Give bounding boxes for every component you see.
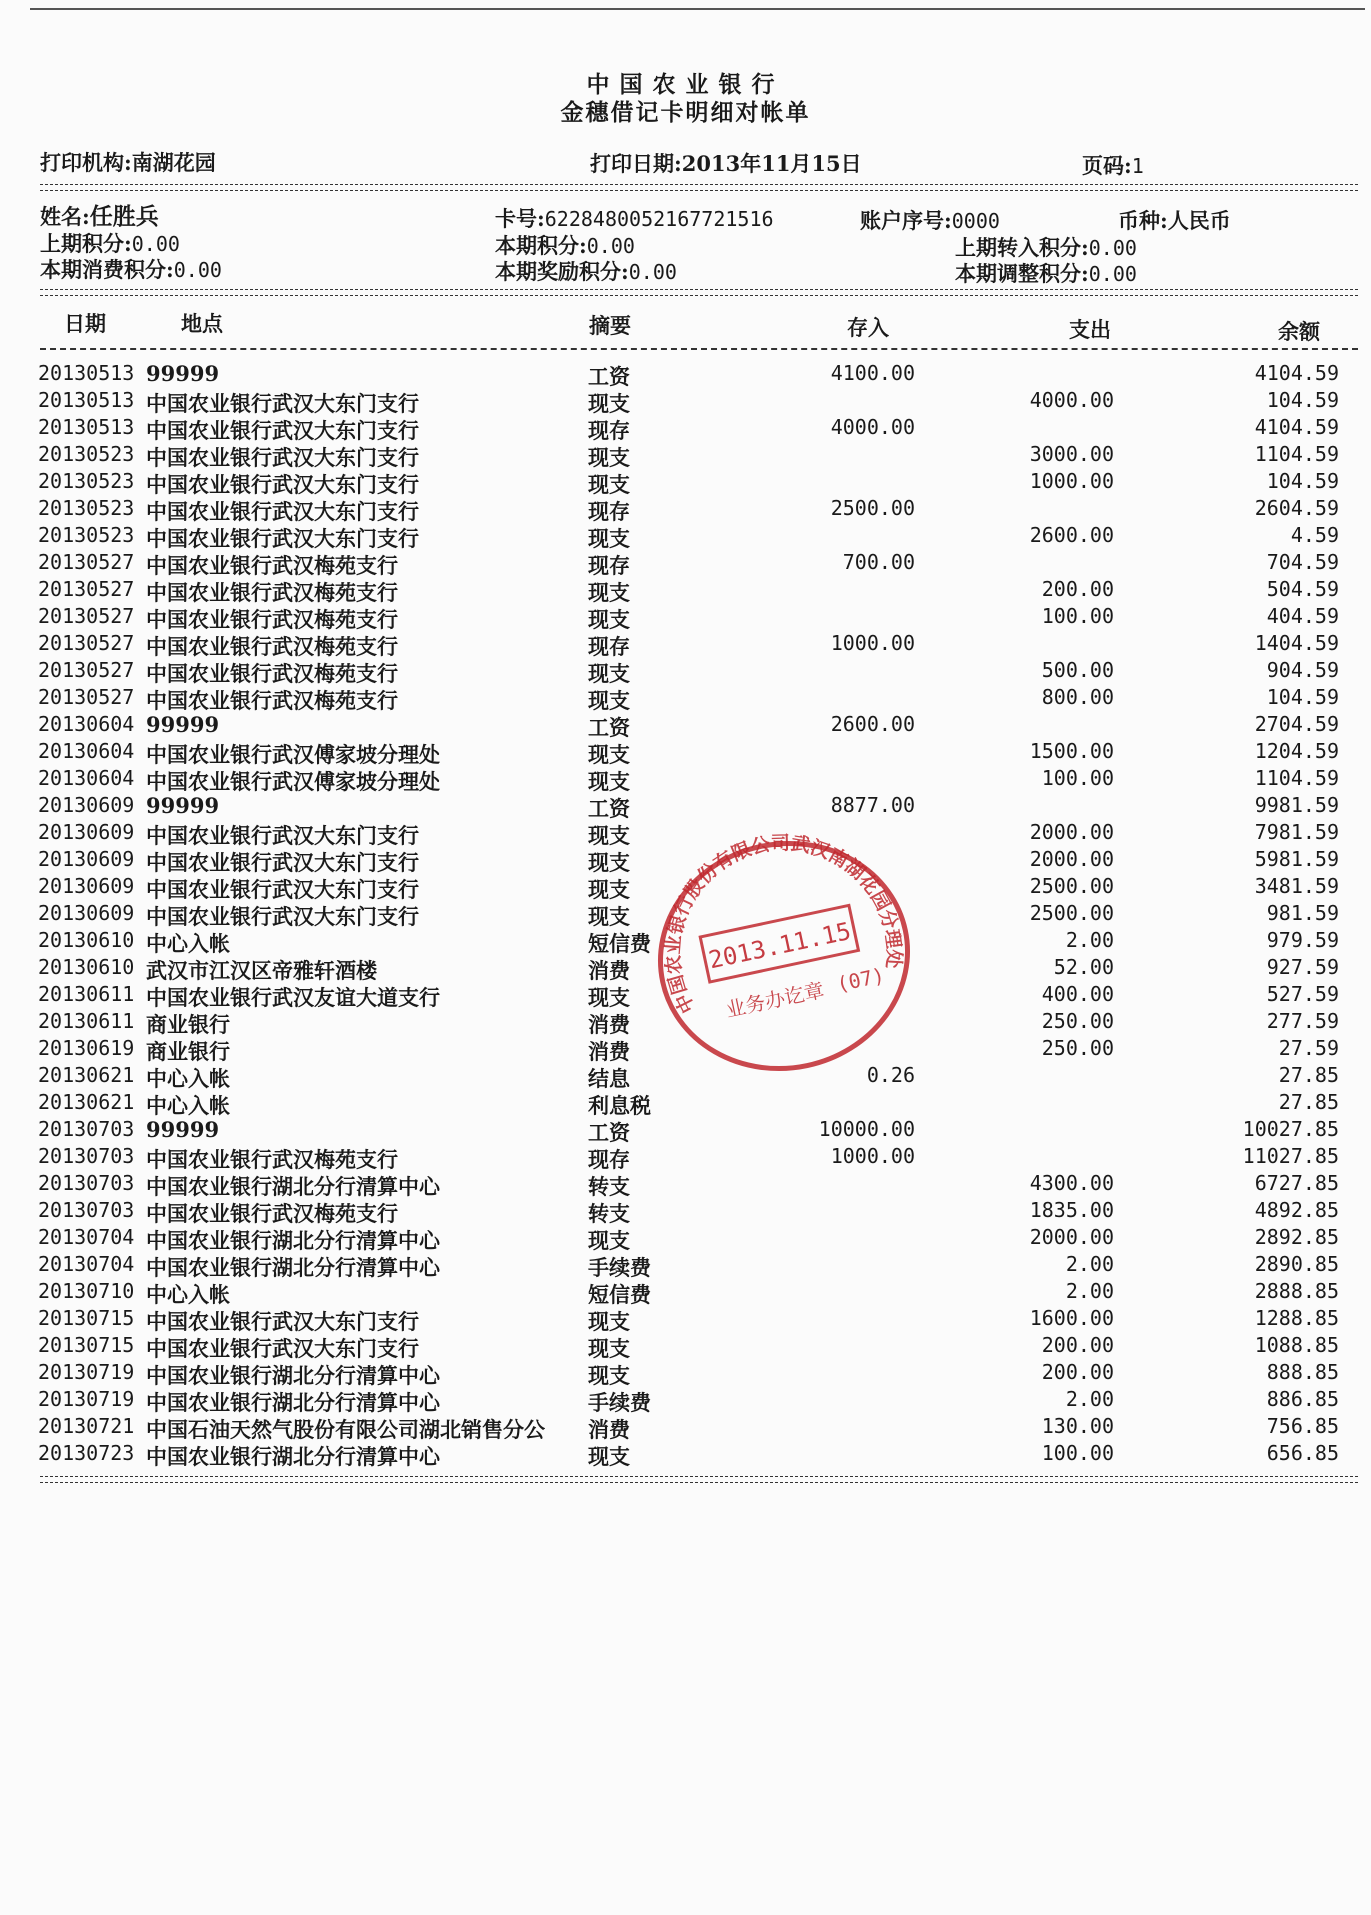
row-summary: 现支 — [588, 1309, 630, 1334]
row-place: 中国农业银行武汉友谊大道支行 — [146, 985, 440, 1010]
row-summary: 现支 — [588, 904, 630, 929]
row-balance: 1288.85 — [1254, 1306, 1339, 1330]
row-date: 20130704 — [38, 1252, 135, 1276]
table-row — [0, 739, 1371, 766]
cur-reward-points — [495, 256, 677, 286]
page-label: 页码: — [1082, 153, 1132, 178]
table-row — [0, 550, 1371, 577]
row-summary: 现支 — [588, 661, 630, 686]
row-summary: 短信费 — [588, 1282, 651, 1307]
table-row — [0, 523, 1371, 550]
row-place: 中国农业银行武汉梅苑支行 — [146, 634, 398, 659]
row-date: 20130621 — [38, 1090, 135, 1114]
col-place-header: 地点 — [181, 311, 223, 336]
row-balance: 1104.59 — [1254, 766, 1339, 790]
row-summary: 现存 — [588, 499, 630, 524]
row-place: 中国农业银行武汉大东门支行 — [146, 418, 419, 443]
row-place: 中国农业银行武汉大东门支行 — [146, 1309, 419, 1334]
row-date: 20130619 — [38, 1036, 135, 1060]
stamp-date: 2013.11.15 — [706, 916, 854, 975]
table-row — [0, 1333, 1371, 1360]
name-value: 任胜兵 — [89, 203, 159, 230]
table-row — [0, 1090, 1371, 1117]
table-row — [0, 874, 1371, 901]
row-withdraw: 1835.00 — [1029, 1198, 1114, 1222]
row-summary: 现支 — [588, 580, 630, 605]
row-date: 20130723 — [38, 1441, 135, 1465]
row-balance: 9981.59 — [1254, 793, 1339, 817]
row-withdraw: 52.00 — [1053, 955, 1114, 979]
row-balance: 979.59 — [1266, 928, 1339, 952]
table-row — [0, 577, 1371, 604]
row-summary: 手续费 — [588, 1255, 651, 1280]
table-row — [0, 1036, 1371, 1063]
row-summary: 现存 — [588, 418, 630, 443]
row-balance: 2604.59 — [1254, 496, 1339, 520]
row-balance: 11027.85 — [1242, 1144, 1339, 1168]
row-deposit: 8877.00 — [830, 793, 915, 817]
row-place: 中国农业银行武汉大东门支行 — [146, 391, 419, 416]
print-org-label: 打印机构: — [40, 150, 132, 175]
table-row — [0, 766, 1371, 793]
row-date: 20130513 — [38, 361, 135, 385]
row-date: 20130523 — [38, 523, 135, 547]
row-date: 20130513 — [38, 388, 135, 412]
row-place: 中国农业银行武汉大东门支行 — [146, 472, 419, 497]
row-place: 中国农业银行湖北分行清算中心 — [146, 1363, 440, 1388]
card-value: 6228480052167721516 — [544, 207, 774, 231]
row-balance: 5981.59 — [1254, 847, 1339, 871]
currency-value: 人民币 — [1167, 208, 1231, 233]
row-date: 20130523 — [38, 496, 135, 520]
print-date-label: 打印日期: — [590, 151, 682, 176]
row-place: 中国农业银行武汉大东门支行 — [146, 526, 419, 551]
row-balance: 2888.85 — [1254, 1279, 1339, 1303]
row-place: 中国农业银行武汉梅苑支行 — [146, 580, 398, 605]
row-place: 中国农业银行湖北分行清算中心 — [146, 1255, 440, 1280]
cur-consume-label: 本期消费积分: — [40, 257, 174, 282]
row-balance: 756.85 — [1266, 1414, 1339, 1438]
row-date: 20130703 — [38, 1117, 135, 1141]
row-date: 20130703 — [38, 1144, 135, 1168]
stamp-code: (07) — [834, 962, 887, 997]
row-place: 中国农业银行武汉大东门支行 — [146, 850, 419, 875]
row-withdraw: 4300.00 — [1029, 1171, 1114, 1195]
row-summary: 现支 — [588, 877, 630, 902]
table-row — [0, 712, 1371, 739]
page-value: 1 — [1131, 154, 1144, 178]
row-withdraw: 2.00 — [1065, 928, 1114, 952]
row-withdraw: 1000.00 — [1029, 469, 1114, 493]
col-withdraw-header: 支出 — [1069, 317, 1111, 342]
account-seq — [860, 205, 1000, 235]
row-summary: 现支 — [588, 985, 630, 1010]
row-balance: 2704.59 — [1254, 712, 1339, 736]
row-balance: 1088.85 — [1254, 1333, 1339, 1357]
table-row — [0, 1117, 1371, 1144]
cur-adjust-points — [955, 258, 1137, 288]
row-date: 20130513 — [38, 415, 135, 439]
row-date: 20130704 — [38, 1225, 135, 1249]
row-balance: 888.85 — [1266, 1360, 1339, 1384]
row-summary: 现支 — [588, 1363, 630, 1388]
row-date: 20130719 — [38, 1360, 135, 1384]
cur-points-value: 0.00 — [586, 234, 635, 258]
table-row — [0, 1225, 1371, 1252]
row-date: 20130527 — [38, 658, 135, 682]
row-place: 中国农业银行武汉大东门支行 — [146, 877, 419, 902]
row-balance: 104.59 — [1266, 469, 1339, 493]
table-row — [0, 388, 1371, 415]
row-date: 20130527 — [38, 604, 135, 628]
row-place: 中国石油天然气股份有限公司湖北销售分公 — [146, 1417, 545, 1442]
col-deposit-header: 存入 — [847, 315, 889, 340]
row-summary: 现支 — [588, 742, 630, 767]
row-place: 99999 — [146, 793, 220, 818]
row-summary: 现支 — [588, 526, 630, 551]
currency — [1118, 205, 1231, 235]
prev-points-label: 上期积分: — [40, 231, 132, 256]
row-deposit: 0.26 — [866, 1063, 915, 1087]
row-withdraw: 800.00 — [1041, 685, 1114, 709]
col-summary-header: 摘要 — [589, 313, 631, 338]
row-withdraw: 400.00 — [1041, 982, 1114, 1006]
row-withdraw: 100.00 — [1041, 1441, 1114, 1465]
name-label: 姓名: — [40, 204, 90, 229]
row-place: 中国农业银行武汉傅家坡分理处 — [146, 769, 440, 794]
row-summary: 消费 — [588, 1039, 630, 1064]
row-summary: 转支 — [588, 1201, 630, 1226]
row-place: 商业银行 — [146, 1039, 230, 1064]
row-withdraw: 130.00 — [1041, 1414, 1114, 1438]
holder-name — [40, 198, 159, 231]
row-summary: 现存 — [588, 553, 630, 578]
table-row — [0, 1441, 1371, 1468]
table-row — [0, 1414, 1371, 1441]
row-deposit: 4100.00 — [830, 361, 915, 385]
row-date: 20130715 — [38, 1333, 135, 1357]
row-date: 20130527 — [38, 631, 135, 655]
row-date: 20130610 — [38, 955, 135, 979]
row-summary: 工资 — [588, 796, 630, 821]
double-rule-bottom — [40, 1476, 1358, 1483]
row-place: 中国农业银行湖北分行清算中心 — [146, 1228, 440, 1253]
row-place: 中国农业银行武汉大东门支行 — [146, 904, 419, 929]
print-date — [590, 148, 862, 178]
prev-transfer-value: 0.00 — [1088, 236, 1137, 260]
row-balance: 927.59 — [1266, 955, 1339, 979]
row-place: 中国农业银行武汉梅苑支行 — [146, 688, 398, 713]
row-date: 20130604 — [38, 739, 135, 763]
row-summary: 利息税 — [588, 1093, 651, 1118]
row-balance: 4892.85 — [1254, 1198, 1339, 1222]
row-summary: 消费 — [588, 1012, 630, 1037]
row-balance: 527.59 — [1266, 982, 1339, 1006]
row-date: 20130604 — [38, 712, 135, 736]
row-withdraw: 3000.00 — [1029, 442, 1114, 466]
col-date-header: 日期 — [64, 311, 106, 336]
row-withdraw: 2.00 — [1065, 1252, 1114, 1276]
table-row — [0, 1171, 1371, 1198]
row-date: 20130609 — [38, 901, 135, 925]
row-balance: 704.59 — [1266, 550, 1339, 574]
row-balance: 4104.59 — [1254, 361, 1339, 385]
row-balance: 1204.59 — [1254, 739, 1339, 763]
card-label: 卡号: — [495, 206, 545, 231]
row-withdraw: 1500.00 — [1029, 739, 1114, 763]
prev-points-value: 0.00 — [131, 232, 180, 256]
row-place: 商业银行 — [146, 1012, 230, 1037]
row-date: 20130609 — [38, 820, 135, 844]
row-balance: 1104.59 — [1254, 442, 1339, 466]
stamp-footer: 业务办讫章 — [723, 977, 827, 1022]
row-summary: 工资 — [588, 1120, 630, 1145]
row-balance: 3481.59 — [1254, 874, 1339, 898]
row-balance: 1404.59 — [1254, 631, 1339, 655]
row-withdraw: 1600.00 — [1029, 1306, 1114, 1330]
row-place: 99999 — [146, 361, 220, 386]
row-date: 20130721 — [38, 1414, 135, 1438]
row-withdraw: 200.00 — [1041, 577, 1114, 601]
row-place: 中心入帐 — [146, 1093, 230, 1118]
row-balance: 6727.85 — [1254, 1171, 1339, 1195]
row-balance: 277.59 — [1266, 1009, 1339, 1033]
table-row — [0, 847, 1371, 874]
row-balance: 104.59 — [1266, 685, 1339, 709]
row-balance: 656.85 — [1266, 1441, 1339, 1465]
row-place: 99999 — [146, 1117, 220, 1142]
row-summary: 现存 — [588, 634, 630, 659]
table-row — [0, 361, 1371, 388]
row-withdraw: 2000.00 — [1029, 820, 1114, 844]
row-date: 20130611 — [38, 1009, 135, 1033]
row-summary: 现支 — [588, 1444, 630, 1469]
row-withdraw: 200.00 — [1041, 1360, 1114, 1384]
table-row — [0, 1360, 1371, 1387]
table-row — [0, 469, 1371, 496]
row-date: 20130523 — [38, 469, 135, 493]
row-balance: 4.59 — [1290, 523, 1339, 547]
row-date: 20130527 — [38, 685, 135, 709]
row-date: 20130523 — [38, 442, 135, 466]
row-date: 20130710 — [38, 1279, 135, 1303]
row-summary: 消费 — [588, 1417, 630, 1442]
row-withdraw: 4000.00 — [1029, 388, 1114, 412]
row-place: 中国农业银行湖北分行清算中心 — [146, 1174, 440, 1199]
col-balance-header: 余额 — [1278, 319, 1320, 344]
row-summary: 转支 — [588, 1174, 630, 1199]
row-place: 中国农业银行武汉梅苑支行 — [146, 553, 398, 578]
seq-value: 0000 — [951, 209, 1000, 233]
row-withdraw: 250.00 — [1041, 1009, 1114, 1033]
table-row — [0, 1252, 1371, 1279]
row-summary: 现存 — [588, 1147, 630, 1172]
row-balance: 4104.59 — [1254, 415, 1339, 439]
row-summary: 现支 — [588, 445, 630, 470]
row-place: 中国农业银行武汉大东门支行 — [146, 1336, 419, 1361]
row-withdraw: 200.00 — [1041, 1333, 1114, 1357]
row-deposit: 700.00 — [842, 550, 915, 574]
row-balance: 27.59 — [1278, 1036, 1339, 1060]
row-date: 20130621 — [38, 1063, 135, 1087]
row-place: 中国农业银行武汉大东门支行 — [146, 499, 419, 524]
double-rule-1 — [40, 184, 1358, 191]
row-balance: 2892.85 — [1254, 1225, 1339, 1249]
table-row — [0, 901, 1371, 928]
currency-label: 币种: — [1118, 208, 1168, 233]
row-balance: 27.85 — [1278, 1063, 1339, 1087]
table-row — [0, 604, 1371, 631]
card-number — [495, 203, 774, 233]
row-summary: 现支 — [588, 850, 630, 875]
double-rule-2 — [40, 289, 1358, 296]
row-withdraw: 100.00 — [1041, 604, 1114, 628]
row-date: 20130703 — [38, 1171, 135, 1195]
row-summary: 现支 — [588, 769, 630, 794]
row-withdraw: 2500.00 — [1029, 874, 1114, 898]
cur-reward-value: 0.00 — [628, 260, 677, 284]
row-balance: 886.85 — [1266, 1387, 1339, 1411]
row-balance: 981.59 — [1266, 901, 1339, 925]
row-balance: 2890.85 — [1254, 1252, 1339, 1276]
row-date: 20130604 — [38, 766, 135, 790]
row-withdraw: 2.00 — [1065, 1279, 1114, 1303]
row-place: 中国农业银行武汉傅家坡分理处 — [146, 742, 440, 767]
row-deposit: 1000.00 — [830, 631, 915, 655]
row-date: 20130527 — [38, 550, 135, 574]
print-org — [40, 147, 216, 177]
print-org-value: 南湖花园 — [131, 150, 216, 175]
row-summary: 现支 — [588, 607, 630, 632]
row-withdraw: 500.00 — [1041, 658, 1114, 682]
row-place: 中心入帐 — [146, 1282, 230, 1307]
cur-points-label: 本期积分: — [495, 233, 587, 258]
row-deposit: 2600.00 — [830, 712, 915, 736]
row-place: 中国农业银行武汉梅苑支行 — [146, 661, 398, 686]
row-place: 中国农业银行武汉梅苑支行 — [146, 1147, 398, 1172]
row-withdraw: 2600.00 — [1029, 523, 1114, 547]
row-date: 20130609 — [38, 793, 135, 817]
seq-label: 账户序号: — [860, 208, 952, 233]
row-summary: 工资 — [588, 364, 630, 389]
table-row — [0, 928, 1371, 955]
row-date: 20130609 — [38, 874, 135, 898]
table-row — [0, 1279, 1371, 1306]
row-balance: 10027.85 — [1242, 1117, 1339, 1141]
row-summary: 消费 — [588, 958, 630, 983]
row-summary: 手续费 — [588, 1390, 651, 1415]
row-place: 武汉市江汉区帝雅轩酒楼 — [146, 958, 377, 983]
row-balance: 27.85 — [1278, 1090, 1339, 1114]
row-summary: 现支 — [588, 1336, 630, 1361]
table-row — [0, 1306, 1371, 1333]
cur-consume-points — [40, 254, 222, 284]
row-date: 20130611 — [38, 982, 135, 1006]
table-row — [0, 982, 1371, 1009]
row-summary: 结息 — [588, 1066, 630, 1091]
row-place: 中国农业银行湖北分行清算中心 — [146, 1390, 440, 1415]
statement-title: 金穗借记卡明细对帐单 — [560, 99, 811, 126]
row-place: 中国农业银行武汉梅苑支行 — [146, 1201, 398, 1226]
table-row — [0, 793, 1371, 820]
top-rule — [30, 8, 1365, 10]
row-deposit: 4000.00 — [830, 415, 915, 439]
row-place: 中国农业银行武汉梅苑支行 — [146, 607, 398, 632]
row-place: 中国农业银行湖北分行清算中心 — [146, 1444, 440, 1469]
row-date: 20130609 — [38, 847, 135, 871]
table-row — [0, 1198, 1371, 1225]
row-summary: 短信费 — [588, 931, 651, 956]
table-row — [0, 1009, 1371, 1036]
header-rule — [40, 348, 1358, 350]
row-place: 99999 — [146, 712, 220, 737]
bank-name: 中国农业银行 — [586, 71, 785, 98]
row-place: 中国农业银行武汉大东门支行 — [146, 823, 419, 848]
page-number — [1082, 150, 1144, 180]
row-withdraw: 2500.00 — [1029, 901, 1114, 925]
table-row — [0, 820, 1371, 847]
row-balance: 7981.59 — [1254, 820, 1339, 844]
row-deposit: 10000.00 — [818, 1117, 915, 1141]
row-balance: 904.59 — [1266, 658, 1339, 682]
row-date: 20130719 — [38, 1387, 135, 1411]
row-deposit: 2500.00 — [830, 496, 915, 520]
table-row — [0, 955, 1371, 982]
table-row — [0, 1387, 1371, 1414]
table-row — [0, 658, 1371, 685]
stamp-ring-text: 中国农业银行股份有限公司武汉南湖花园分理处 — [662, 832, 905, 1017]
row-balance: 504.59 — [1266, 577, 1339, 601]
table-row — [0, 631, 1371, 658]
row-summary: 现支 — [588, 688, 630, 713]
table-row — [0, 415, 1371, 442]
row-deposit: 1000.00 — [830, 1144, 915, 1168]
prev-transfer-label: 上期转入积分: — [955, 235, 1089, 260]
table-row — [0, 1063, 1371, 1090]
table-row — [0, 1144, 1371, 1171]
table-row — [0, 496, 1371, 523]
row-summary: 工资 — [588, 715, 630, 740]
row-date: 20130703 — [38, 1198, 135, 1222]
cur-reward-label: 本期奖励积分: — [495, 259, 629, 284]
row-summary: 现支 — [588, 472, 630, 497]
table-row — [0, 442, 1371, 469]
cur-consume-value: 0.00 — [173, 258, 222, 282]
row-summary: 现支 — [588, 391, 630, 416]
row-date: 20130715 — [38, 1306, 135, 1330]
row-withdraw: 250.00 — [1041, 1036, 1114, 1060]
row-withdraw: 100.00 — [1041, 766, 1114, 790]
row-place: 中国农业银行武汉大东门支行 — [146, 445, 419, 470]
row-date: 20130610 — [38, 928, 135, 952]
row-balance: 404.59 — [1266, 604, 1339, 628]
cur-adjust-value: 0.00 — [1088, 262, 1137, 286]
row-summary: 现支 — [588, 823, 630, 848]
print-date-value: 2013年11月15日 — [681, 151, 862, 176]
row-withdraw: 2.00 — [1065, 1387, 1114, 1411]
row-place: 中心入帐 — [146, 931, 230, 956]
row-withdraw: 2000.00 — [1029, 847, 1114, 871]
row-withdraw: 2000.00 — [1029, 1225, 1114, 1249]
cur-adjust-label: 本期调整积分: — [955, 261, 1089, 286]
row-place: 中心入帐 — [146, 1066, 230, 1091]
row-balance: 104.59 — [1266, 388, 1339, 412]
row-summary: 现支 — [588, 1228, 630, 1253]
table-row — [0, 685, 1371, 712]
row-date: 20130527 — [38, 577, 135, 601]
